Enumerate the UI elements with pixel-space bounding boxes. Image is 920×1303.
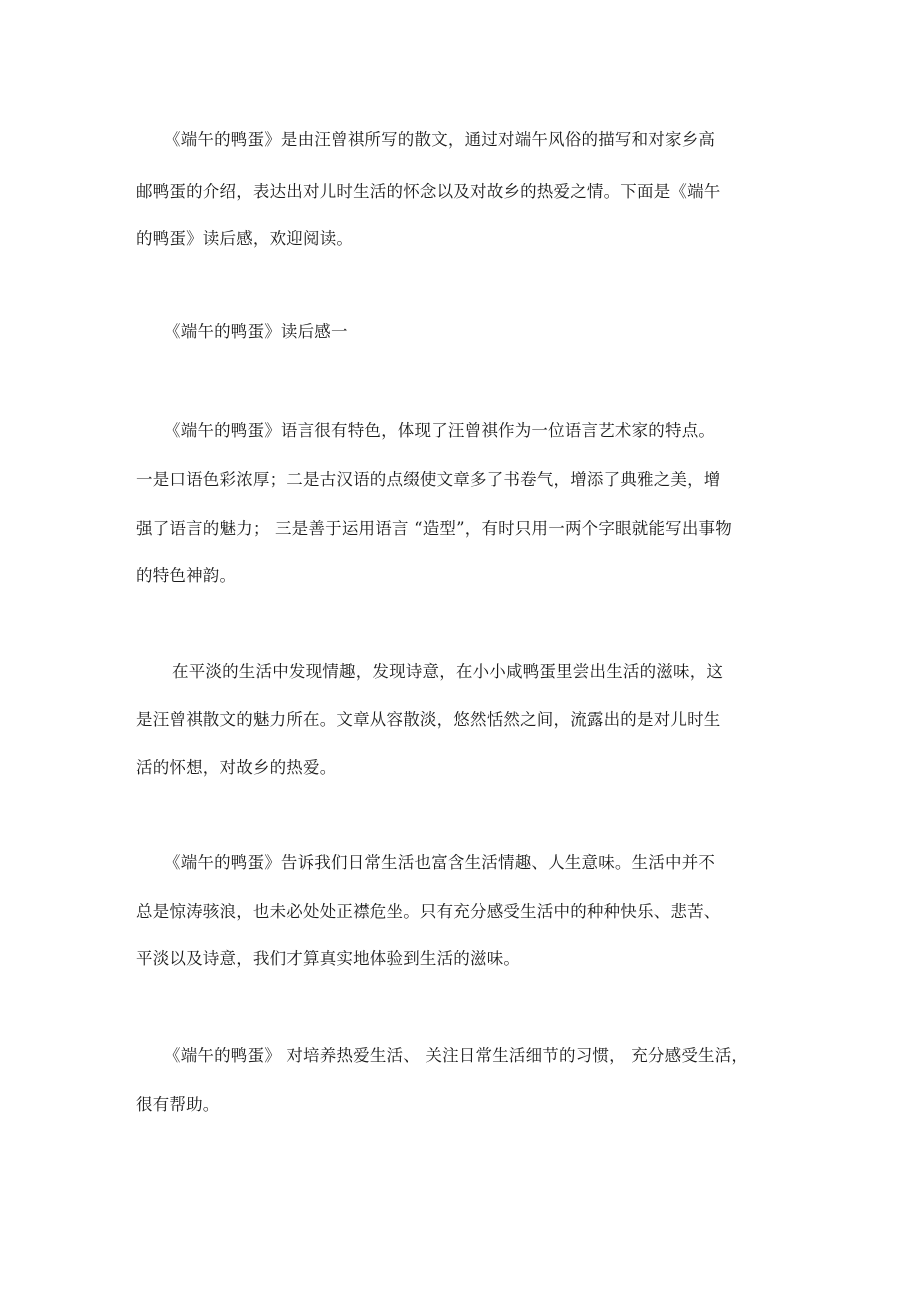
intro-line-3: 的鸭蛋》读后感，欢迎阅读。 <box>136 229 354 248</box>
intro-line-2: 邮鸭蛋的介绍，表达出对儿时生活的怀念以及对故乡的热爱之情。下面是《端午 <box>136 182 721 201</box>
para4-line-2: 很有帮助。 <box>136 1095 220 1114</box>
section-title: 《端午的鸭蛋》读后感一 <box>164 322 348 341</box>
para2-line-2: 是汪曾祺散文的魅力所在。文章从容散淡，悠然恬然之间，流露出的是对儿时生 <box>136 710 721 729</box>
para1-line-2: 一是口语色彩浓厚；二是古汉语的点缀使文章多了书卷气，增添了典雅之美，增 <box>136 470 721 489</box>
para1-line-3: 强了语言的魅力； 三是善于运用语言 “造型”，有时只用一两个字眼就能写出事物 <box>136 519 732 538</box>
intro-line-1: 《端午的鸭蛋》是由汪曾祺所写的散文，通过对端午风俗的描写和对家乡高 <box>164 130 716 149</box>
para3-line-1: 《端午的鸭蛋》告诉我们日常生活也富含生活情趣、人生意味。生活中并不 <box>164 853 716 872</box>
para3-line-2: 总是惊涛骇浪，也未必处处正襟危坐。只有充分感受生活中的种种快乐、悲苦、 <box>136 902 721 921</box>
para1-line-4: 的特色神韵。 <box>136 566 237 585</box>
para4-line-1: 《端午的鸭蛋》 对培养热爱生活、 关注日常生活细节的习惯， 充分感受生活， <box>164 1046 749 1065</box>
para3-line-3: 平淡以及诗意，我们才算真实地体验到生活的滋味。 <box>136 949 521 968</box>
para2-line-3: 活的怀想，对故乡的热爱。 <box>136 758 337 777</box>
para2-line-1: 在平淡的生活中发现情趣，发现诗意，在小小咸鸭蛋里尝出生活的滋味，这 <box>172 662 724 681</box>
para1-line-1: 《端午的鸭蛋》语言很有特色，体现了汪曾祺作为一位语言艺术家的特点。 <box>164 421 716 440</box>
